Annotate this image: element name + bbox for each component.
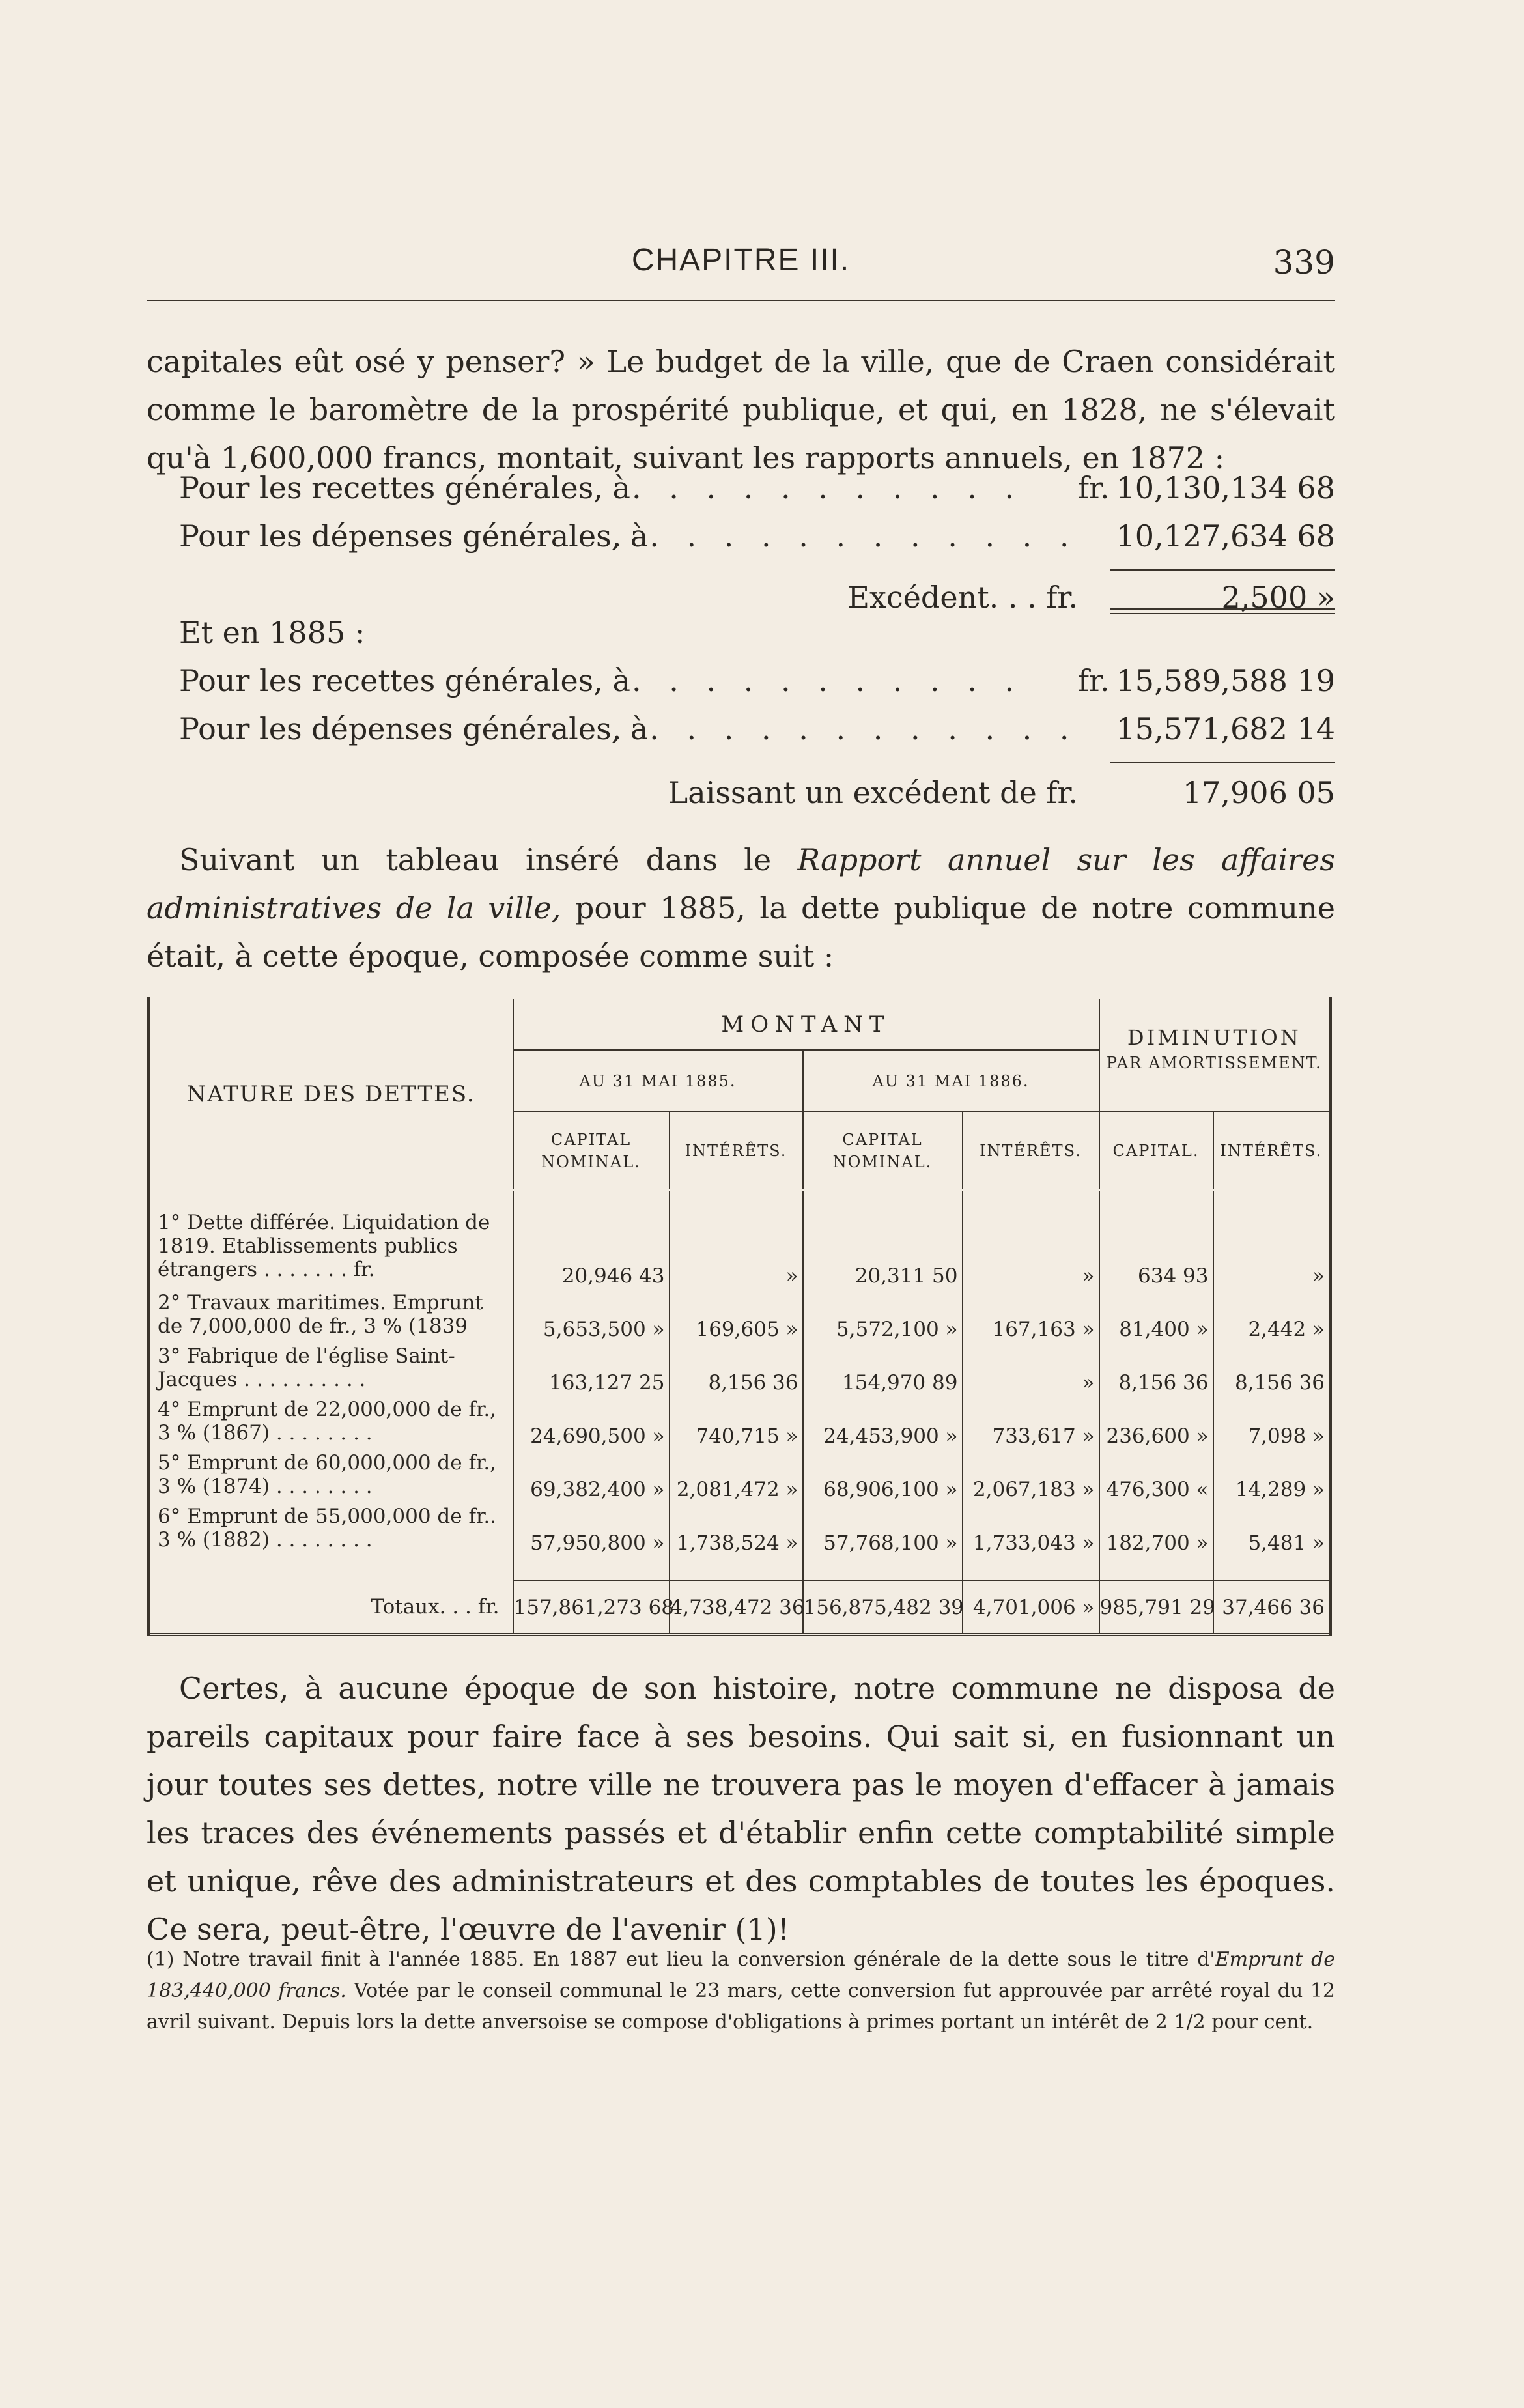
ledger-amount: 10,127,634 68 [1116, 518, 1335, 554]
cell-cap86: 20,311 50 [803, 1190, 963, 1288]
row-nature: 3° Fabrique de l'église Saint-Jacques . . . . . . . . . . [148, 1341, 513, 1395]
footnote-before: (1) Notre travail finit à l'année 1885. En 1887 eut lieu la conversion générale de la dette sous le titre d' [147, 1948, 1215, 1971]
cell-dint: 8,156 36 [1234, 1371, 1325, 1395]
spacer-cell [803, 1555, 963, 1581]
debt-table [147, 997, 1329, 1648]
cell-int86: » [963, 1190, 1099, 1288]
cell-int85: 2,081,472 » [670, 1448, 803, 1501]
header-nature: NATURE DES DETTES. [148, 998, 513, 1190]
cell-dcap: 476,300 « [1099, 1448, 1213, 1501]
table-intro-text [147, 836, 1335, 980]
debt-table-grid [147, 997, 1332, 1636]
table-intro-paragraph [147, 836, 1335, 980]
double-rule [1110, 608, 1335, 614]
table-row [148, 1288, 1331, 1341]
sum-rule [1110, 762, 1335, 763]
totals-label: Totaux. . . fr. [148, 1581, 513, 1634]
cell-int86: » [963, 1341, 1099, 1395]
closing-text: Certes, à aucune époque de son histoire, notre commune ne disposa de pareils capitaux pour faire face à ses besoins. Qui sait si, en fusionnant un jour toutes ses dettes, notre ville ne trouvera pas le moyen d'effacer à jamais les traces des événements passés et d'établir enfin cette comptabilité simple et unique, rêve des administrateurs et des comptables de toutes les époques. Ce sera, peut-être, l'œuvre de l'avenir (1)! [147, 1671, 1335, 1947]
header-diminution: DIMINUTION [1127, 1025, 1301, 1050]
ledger-amount: 2,500 » [1221, 580, 1335, 615]
cell-dcap: 634 93 [1099, 1190, 1213, 1288]
ledger-amount: 10,130,134 68 [1116, 470, 1335, 505]
budget-1872 [147, 470, 1335, 628]
cell-cap86: 5,572,100 » [803, 1288, 963, 1341]
intro-paragraph [147, 337, 1335, 482]
cell-cap85: 5,653,500 » [513, 1288, 670, 1341]
cell-int85: 1,738,524 » [670, 1501, 803, 1555]
currency-label: fr. [1078, 663, 1110, 698]
table-row [148, 1395, 1331, 1448]
ledger-row-excedent-1885 [147, 775, 1335, 823]
table-intro-after: pour 1885, la dette publique de notre commune était, à cette époque, composée comme suit : [147, 890, 1336, 974]
cell-int85: 169,605 » [670, 1288, 803, 1341]
header-montant: MONTANT [513, 998, 1099, 1050]
table-spacer-row [148, 1555, 1331, 1581]
spacer-cell [513, 1555, 670, 1581]
chapter-title: CHAPITRE III. [631, 243, 851, 277]
cell-int85: 8,156 36 [670, 1341, 803, 1395]
footnote-italic: Emprunt de 183,440,000 francs. [147, 1948, 1335, 2002]
ledger-row-depenses-1885 [147, 711, 1335, 759]
cell-dint: 2,442 » [1248, 1318, 1325, 1341]
cell-cap86: 68,906,100 » [803, 1448, 963, 1501]
spacer-cell [148, 1555, 513, 1581]
header-rule [147, 300, 1335, 301]
leader-dots: . . . . . . . . . . . . . [612, 518, 1079, 554]
spacer-cell [1099, 1555, 1213, 1581]
cell-cap85: 163,127 25 [513, 1341, 670, 1395]
ledger-label: Pour les dépenses générales, à [179, 518, 649, 554]
header-capital-dim: CAPITAL. [1099, 1112, 1213, 1190]
footnote-after: Votée par le conseil communal le 23 mars, cette conversion fut approuvée par arrêté royal du 12 avril suivant. Depuis lors la dette anversoise se compose d'obligations à primes portant un intérêt de 2 1/2 pour cent. [147, 1979, 1335, 2033]
intro-text: capitales eût osé y penser? » Le budget de la ville, que de Craen considérait comme le baromètre de la prospérité publique, et qui, en 1828, ne s'élevait qu'à 1,600,000 francs, montait, suivant les rapports annuels, en 1872 : [147, 344, 1335, 475]
total-int86: 4,701,006 » [963, 1581, 1099, 1634]
header-capital-nominal-1885: CAPITAL NOMINAL. [513, 1112, 670, 1190]
table-row [148, 1448, 1331, 1501]
total-dcap: 985,791 29 [1099, 1581, 1213, 1634]
ledger-row-depenses-1872 [147, 518, 1335, 567]
ledger-label: Pour les dépenses générales, à [179, 711, 649, 746]
header-1886: AU 31 MAI 1886. [803, 1050, 1099, 1112]
cell-dcap: 81,400 » [1099, 1288, 1213, 1341]
currency-label: fr. [1078, 470, 1110, 505]
header-interets-1885: INTÉRÊTS. [670, 1112, 803, 1190]
cell-cap86: 154,970 89 [803, 1341, 963, 1395]
cell-dint: 7,098 » [1248, 1424, 1325, 1448]
leader-dots: . . . . . . . . . . . . . [612, 711, 1079, 746]
total-int85: 4,738,472 36 [670, 1581, 803, 1634]
running-header [147, 242, 1335, 288]
cell-cap85: 20,946 43 [513, 1190, 670, 1288]
cell-cap85: 24,690,500 » [513, 1395, 670, 1448]
totals-row [148, 1581, 1331, 1634]
table-intro-before: Suivant un tableau inséré dans le [179, 842, 798, 877]
cell-int86: 733,617 » [963, 1395, 1099, 1448]
spacer-cell [670, 1555, 803, 1581]
cell-int86: 2,067,183 » [963, 1448, 1099, 1501]
cell-dcap: 182,700 » [1099, 1501, 1213, 1555]
total-dint: 37,466 36 [1213, 1581, 1331, 1634]
budget-1885 [147, 615, 1335, 823]
cell-dcap: 236,600 » [1099, 1395, 1213, 1448]
cell-dint: » [1312, 1264, 1325, 1288]
cell-dcap: 8,156 36 [1099, 1341, 1213, 1395]
total-cap85: 157,861,273 68 [513, 1581, 670, 1634]
table-row [148, 1190, 1331, 1288]
ledger-row-intro-1885 [147, 615, 1335, 663]
header-diminution-sub: PAR AMORTISSEMENT. [1106, 1054, 1322, 1072]
row-nature: 4° Emprunt de 22,000,000 de fr., 3 % (1867) . . . . . . . . [148, 1395, 513, 1448]
ledger-intro: Et en 1885 : [179, 615, 365, 650]
ledger-row-recettes-1885 [147, 663, 1335, 711]
header-1885: AU 31 MAI 1885. [513, 1050, 803, 1112]
ledger-label: Pour les recettes générales, à [179, 663, 630, 698]
cell-int86: 1,733,043 » [963, 1501, 1099, 1555]
header-capital-nominal-1886: CAPITAL NOMINAL. [803, 1112, 963, 1190]
row-nature: 5° Emprunt de 60,000,000 de fr., 3 % (1874) . . . . . . . . [148, 1448, 513, 1501]
cell-cap85: 69,382,400 » [513, 1448, 670, 1501]
report-title: Rapport annuel sur les affaires administratives de la ville, [147, 842, 1335, 926]
cell-int85: 740,715 » [670, 1395, 803, 1448]
row-nature: 1° Dette différée. Liquidation de 1819. Etablissements publics étrangers . . . . . . . fr. [148, 1190, 513, 1288]
total-cap86: 156,875,482 39 [803, 1581, 963, 1634]
cell-int85: » [670, 1190, 803, 1288]
cell-dint: 5,481 » [1248, 1531, 1325, 1555]
ledger-label: Laissant un excédent de fr. [668, 775, 1078, 810]
ledger-amount: 15,589,588 19 [1116, 663, 1335, 698]
header-interets-1886: INTÉRÊTS. [963, 1112, 1099, 1190]
table-row [148, 1341, 1331, 1395]
spacer-cell [1213, 1555, 1331, 1581]
ledger-label: Excédent. . . fr. [847, 580, 1078, 615]
ledger-amount: 17,906 05 [1182, 775, 1335, 810]
cell-dint: 14,289 » [1235, 1478, 1325, 1501]
header-interets-dim: INTÉRÊTS. [1213, 1112, 1331, 1190]
spacer-cell [963, 1555, 1099, 1581]
page-number: 339 [1273, 244, 1335, 281]
cell-cap85: 57,950,800 » [513, 1501, 670, 1555]
cell-cap86: 24,453,900 » [803, 1395, 963, 1448]
cell-cap86: 57,768,100 » [803, 1501, 963, 1555]
table-row [148, 1501, 1331, 1555]
leader-dots: . . . . . . . . . . . [632, 470, 1024, 505]
ledger-row-recettes-1872 [147, 470, 1335, 518]
footnote [147, 1944, 1335, 2038]
cell-int86: 167,163 » [963, 1288, 1099, 1341]
ledger-label: Pour les recettes générales, à [179, 470, 630, 505]
debt-table-body [148, 1190, 1331, 1634]
closing-paragraph [147, 1664, 1335, 1953]
leader-dots: . . . . . . . . . . . [632, 663, 1024, 698]
ledger-amount: 15,571,682 14 [1116, 711, 1335, 746]
sum-rule [1110, 569, 1335, 571]
row-nature: 2° Travaux maritimes. Emprunt de 7,000,000 de fr., 3 % (1839 [148, 1288, 513, 1341]
row-nature: 6° Emprunt de 55,000,000 de fr.. 3 % (1882) . . . . . . . . [148, 1501, 513, 1555]
